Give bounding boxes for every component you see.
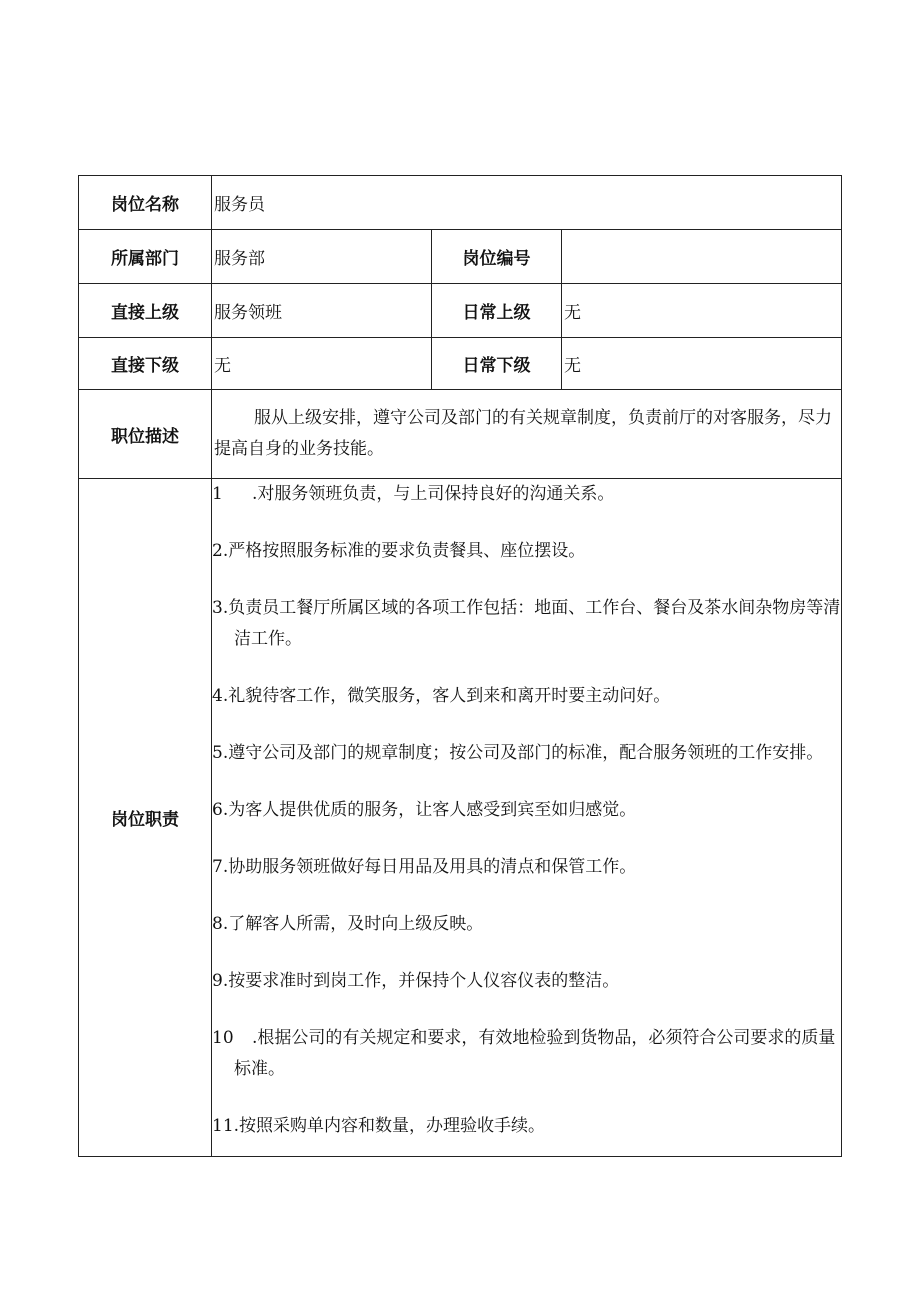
duty-item — [212, 681, 841, 712]
duty-text: 负责员工餐厅所属区域的各项工作包括：地面、工作台、餐台及茶水间杂物房等清洁工作。 — [228, 598, 841, 649]
duty-number: 11. — [212, 1116, 240, 1136]
duty-number: 10 — [212, 1028, 234, 1048]
duty-text: 为客人提供优质的服务，让客人感受到宾至如归感觉。 — [228, 800, 637, 820]
label-position-code: 岗位编号 — [432, 230, 562, 284]
label-direct-superior: 直接上级 — [79, 284, 212, 338]
duty-number: 1 — [212, 484, 223, 504]
value-position-code — [562, 230, 842, 284]
duty-number: 2. — [212, 541, 229, 561]
label-daily-subordinate: 日常下级 — [432, 338, 562, 390]
duty-number: 4. — [212, 686, 229, 706]
value-department: 服务部 — [212, 230, 432, 284]
duty-item — [212, 536, 841, 567]
duty-number: 3. — [212, 598, 229, 618]
duty-item — [212, 852, 841, 883]
label-direct-subordinate: 直接下级 — [79, 338, 212, 390]
label-duties: 岗位职责 — [79, 479, 212, 1157]
duty-item — [212, 1111, 841, 1142]
duties-list — [212, 479, 842, 1157]
duty-item — [212, 795, 841, 826]
duty-text: 严格按照服务标准的要求负责餐具、座位摆设。 — [228, 541, 586, 561]
duty-item — [212, 479, 841, 510]
job-description-table — [78, 175, 842, 1157]
duty-item — [212, 593, 841, 655]
duty-text: 遵守公司及部门的规章制度；按公司及部门的标准，配合服务领班的工作安排。 — [228, 743, 824, 763]
value-direct-superior: 服务领班 — [212, 284, 432, 338]
row-description — [79, 390, 842, 479]
duty-text: 协助服务领班做好每日用品及用具的清点和保管工作。 — [228, 857, 637, 877]
description-cell — [212, 390, 842, 479]
duty-text: 按照采购单内容和数量，办理验收手续。 — [239, 1116, 546, 1136]
value-daily-superior: 无 — [562, 284, 842, 338]
duty-text: 礼貌待客工作，微笑服务，客人到来和离开时要主动问好。 — [228, 686, 671, 706]
value-daily-subordinate: 无 — [562, 338, 842, 390]
label-description: 职位描述 — [79, 390, 212, 479]
duty-text: .根据公司的有关规定和要求，有效地检验到货物品，必须符合公司要求的质量标准。 — [234, 1028, 836, 1079]
value-position-name: 服务员 — [212, 176, 842, 230]
row-department — [79, 230, 842, 284]
row-direct-superior — [79, 284, 842, 338]
label-position-name: 岗位名称 — [79, 176, 212, 230]
duty-item — [212, 909, 841, 940]
duty-item — [212, 738, 841, 769]
label-department: 所属部门 — [79, 230, 212, 284]
duty-number: 6. — [212, 800, 229, 820]
description-text: 服从上级安排，遵守公司及部门的有关规章制度，负责前厅的对客服务，尽力提高自身的业务技能。 — [214, 408, 832, 459]
duty-text: .对服务领班负责，与上司保持良好的沟通关系。 — [252, 484, 615, 504]
duty-number: 8. — [212, 914, 229, 934]
row-duties — [79, 479, 842, 1157]
duty-number: 5. — [212, 743, 229, 763]
duty-item — [212, 966, 841, 997]
label-daily-superior: 日常上级 — [432, 284, 562, 338]
duty-number: 9. — [212, 971, 229, 991]
row-direct-subordinate — [79, 338, 842, 390]
duty-item — [212, 1023, 841, 1085]
duty-text: 了解客人所需，及时向上级反映。 — [228, 914, 484, 934]
row-position-name — [79, 176, 842, 230]
duty-number: 7. — [212, 857, 229, 877]
value-direct-subordinate: 无 — [212, 338, 432, 390]
duty-text: 按要求准时到岗工作，并保持个人仪容仪表的整洁。 — [228, 971, 620, 991]
